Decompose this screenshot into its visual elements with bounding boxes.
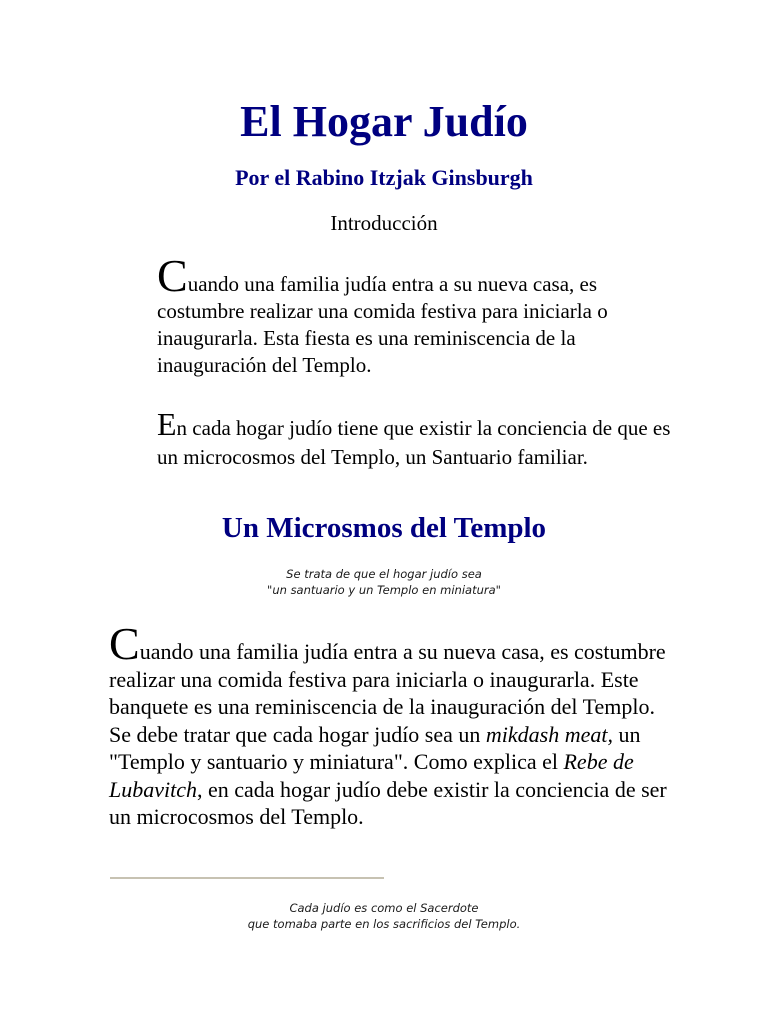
intro-paragraph-2 [157, 404, 677, 471]
paragraph-text: uando una familia judía entra a su nueva casa, es costumbre realizar una comida festiva para iniciarla o inaugurarla. Este banquete es una reminiscencia de la inauguración del Templo. Se debe tratar que cada hogar judío sea un [109, 639, 666, 747]
paragraph-text: n cada hogar judío tiene que existir la conciencia de que es un microcosmos del Templo, un Santuario familiar. [157, 416, 671, 469]
paragraph-text: un "Templo y santuario y miniatura". Como explica el [109, 721, 641, 774]
page-title: El Hogar Judío [240, 97, 528, 146]
intro-label: Introducción [330, 211, 438, 235]
term-rebe-de-lubavitch: Rebe de Lubavitch [109, 749, 634, 802]
author-byline: Por el Rabino Itzjak Ginsburgh [235, 165, 533, 190]
divider [110, 877, 384, 879]
caption-line: que tomaba parte en los sacrificios del Templo. [247, 917, 521, 931]
dropcap-letter: C [109, 618, 140, 669]
term-mikdash-meat: mikdash meat, [485, 721, 613, 747]
dropcap-letter: E [157, 406, 177, 442]
caption-line: Cada judío es como el Sacerdote [289, 901, 479, 915]
dropcap-letter: C [157, 250, 188, 301]
caption-line: Se trata de que el hogar judío sea [286, 567, 482, 581]
intro-paragraph-1 [157, 250, 677, 379]
paragraph-text: , en cada hogar judío debe existir la conciencia de ser un microcosmos del Templo. [109, 776, 667, 829]
section-paragraph [109, 618, 669, 831]
footer-caption [0, 900, 768, 932]
section-caption [0, 566, 768, 598]
caption-line: "un santuario y un Templo en miniatura" [267, 583, 501, 597]
section-heading: Un Microsmos del Templo [221, 512, 547, 544]
paragraph-text: uando una familia judía entra a su nueva casa, es costumbre realizar una comida festiva para iniciarla o inaugurarla. Esta fiesta es una reminiscencia de la inauguración del Templo. [157, 272, 608, 377]
